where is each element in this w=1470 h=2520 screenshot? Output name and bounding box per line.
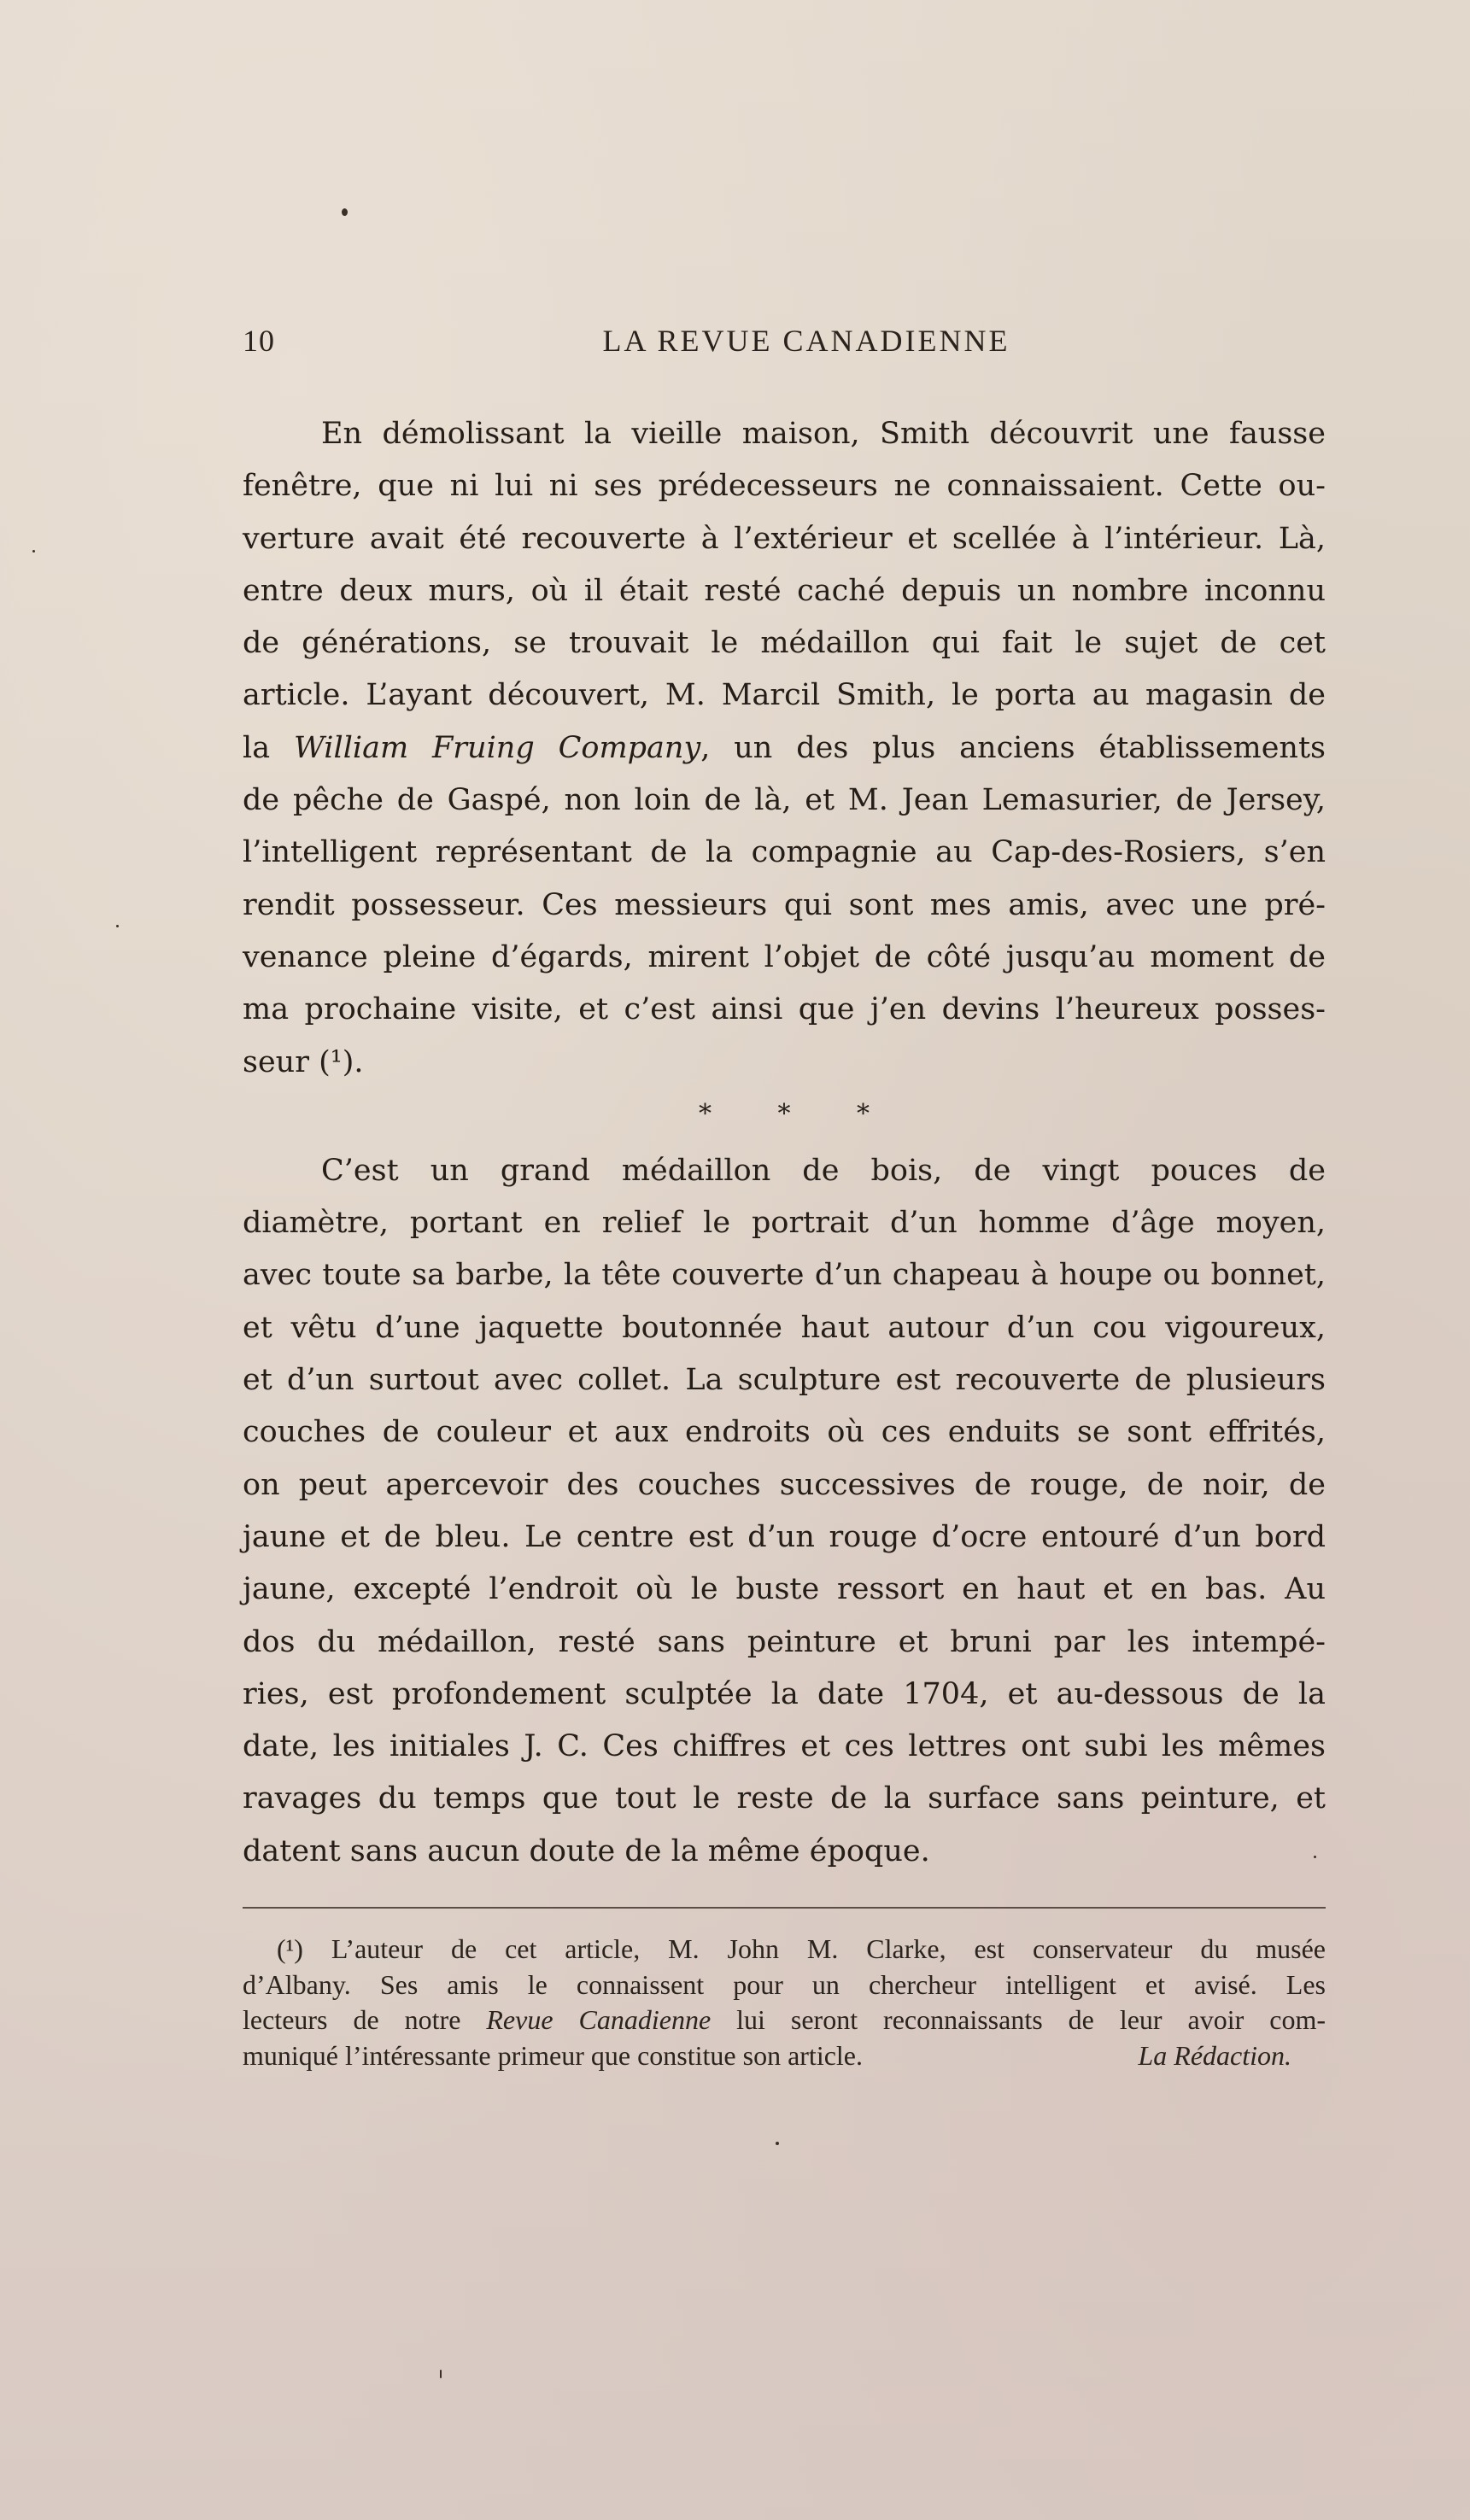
text-fragment: la [243, 730, 294, 765]
running-title: LA REVUE CANADIENNE [602, 324, 1010, 358]
editorial-signature: La Rédaction. [1138, 2039, 1291, 2071]
text-line: avec toute sa barbe, la tête couverte d’un chapeau à houpe ou bonnet, [243, 1258, 1326, 1293]
footnote-line [243, 2003, 1326, 2038]
text-line: de générations, se trouvait le médaillon qui fait le sujet de cet [243, 626, 1326, 661]
company-name: William Fruing Company [293, 730, 701, 765]
text-line: En démolissant la vieille maison, Smith découvrit une fausse [321, 417, 1326, 451]
footnote-line: (¹) L’auteur de cet article, M. John M. Clarke, est conservateur du musée [277, 1933, 1326, 1964]
text-line: datent sans aucun doute de la même époque. [243, 1833, 930, 1868]
journal-name: Revue Canadienne [486, 2004, 712, 2035]
text-line: couches de couleur et aux endroits où ces enduits se sont effrités, [243, 1415, 1326, 1450]
text-line: ma prochaine visite, et c’est ainsi que j’en devins l’heureux posses- [243, 992, 1326, 1027]
text-fragment: lecteurs de notre [243, 2004, 487, 2035]
text-line: rendit possesseur. Ces messieurs qui sont mes amis, avec une pré- [243, 887, 1326, 922]
paper-speck [32, 550, 35, 553]
text-line: jaune, excepté l’endroit où le buste ressort en haut et en bas. Au [243, 1572, 1326, 1607]
text-line: de pêche de Gaspé, non loin de là, et M. Jean Lemasurier, de Jersey, [243, 783, 1326, 818]
footnote-line: d’Albany. Ses amis le connaissent pour un chercheur intelligent et avisé. Les [243, 1968, 1326, 2000]
paper-speck [440, 2370, 442, 2378]
text-line: article. L’ayant découvert, M. Marcil Smith, le porta au magasin de [243, 678, 1326, 713]
text-line: jaune et de bleu. Le centre est d’un rouge d’ocre entouré d’un bord [243, 1519, 1326, 1554]
footnote-divider [243, 1907, 1326, 1909]
footnote [243, 1932, 1326, 2073]
text-line [243, 722, 1326, 775]
text-fragment: muniqué l’intéressante primeur que constitue son article. [243, 2039, 863, 2071]
paragraph-1 [243, 408, 1326, 1089]
running-head [243, 323, 1370, 364]
section-break: * * * [698, 1098, 899, 1129]
text-fragment: , un des plus anciens établissements [700, 730, 1327, 765]
text-line: diamètre, portant en relief le portrait d’un homme d’âge moyen, [243, 1206, 1326, 1241]
text-line: seur (¹). [243, 1044, 364, 1079]
text-line: verture avait été recouverte à l’extérieur et scellée à l’intérieur. Là, [243, 521, 1326, 556]
text-line: et d’un surtout avec collet. La sculpture est recouverte de plusieurs [243, 1363, 1326, 1398]
text-fragment: lui seront reconnaissants de leur avoir com- [711, 2004, 1327, 2035]
paper-speck [116, 925, 119, 927]
paper-speck [342, 208, 348, 216]
text-line: date, les initiales J. C. Ces chiffres et ces lettres ont subi les mêmes [243, 1729, 1326, 1764]
paragraph-2 [243, 1145, 1326, 1878]
paper-speck [776, 2142, 779, 2145]
footnote-line [243, 2038, 1326, 2074]
text-line: ries, est profondement sculptée la date 1704, et au-dessous de la [243, 1676, 1326, 1711]
text-line: C’est un grand médaillon de bois, de vingt pouces de [321, 1153, 1326, 1188]
page-number: 10 [243, 324, 275, 358]
text-line: on peut apercevoir des couches successives de rouge, de noir, de [243, 1467, 1326, 1502]
text-line: fenêtre, que ni lui ni ses prédecesseurs ne connaissaient. Cette ou- [243, 469, 1326, 504]
text-line: ravages du temps que tout le reste de la surface sans peinture, et [243, 1781, 1326, 1816]
text-line: dos du médaillon, resté sans peinture et bruni par les intempé- [243, 1624, 1326, 1659]
text-line: et vêtu d’une jaquette boutonnée haut autour d’un cou vigoureux, [243, 1310, 1326, 1345]
text-line: entre deux murs, où il était resté caché depuis un nombre inconnu [243, 573, 1326, 608]
text-line: l’intelligent représentant de la compagnie au Cap-des-Rosiers, s’en [243, 835, 1326, 870]
article-body [243, 408, 1326, 1878]
text-line: venance pleine d’égards, mirent l’objet de côté jusqu’au moment de [243, 939, 1326, 974]
